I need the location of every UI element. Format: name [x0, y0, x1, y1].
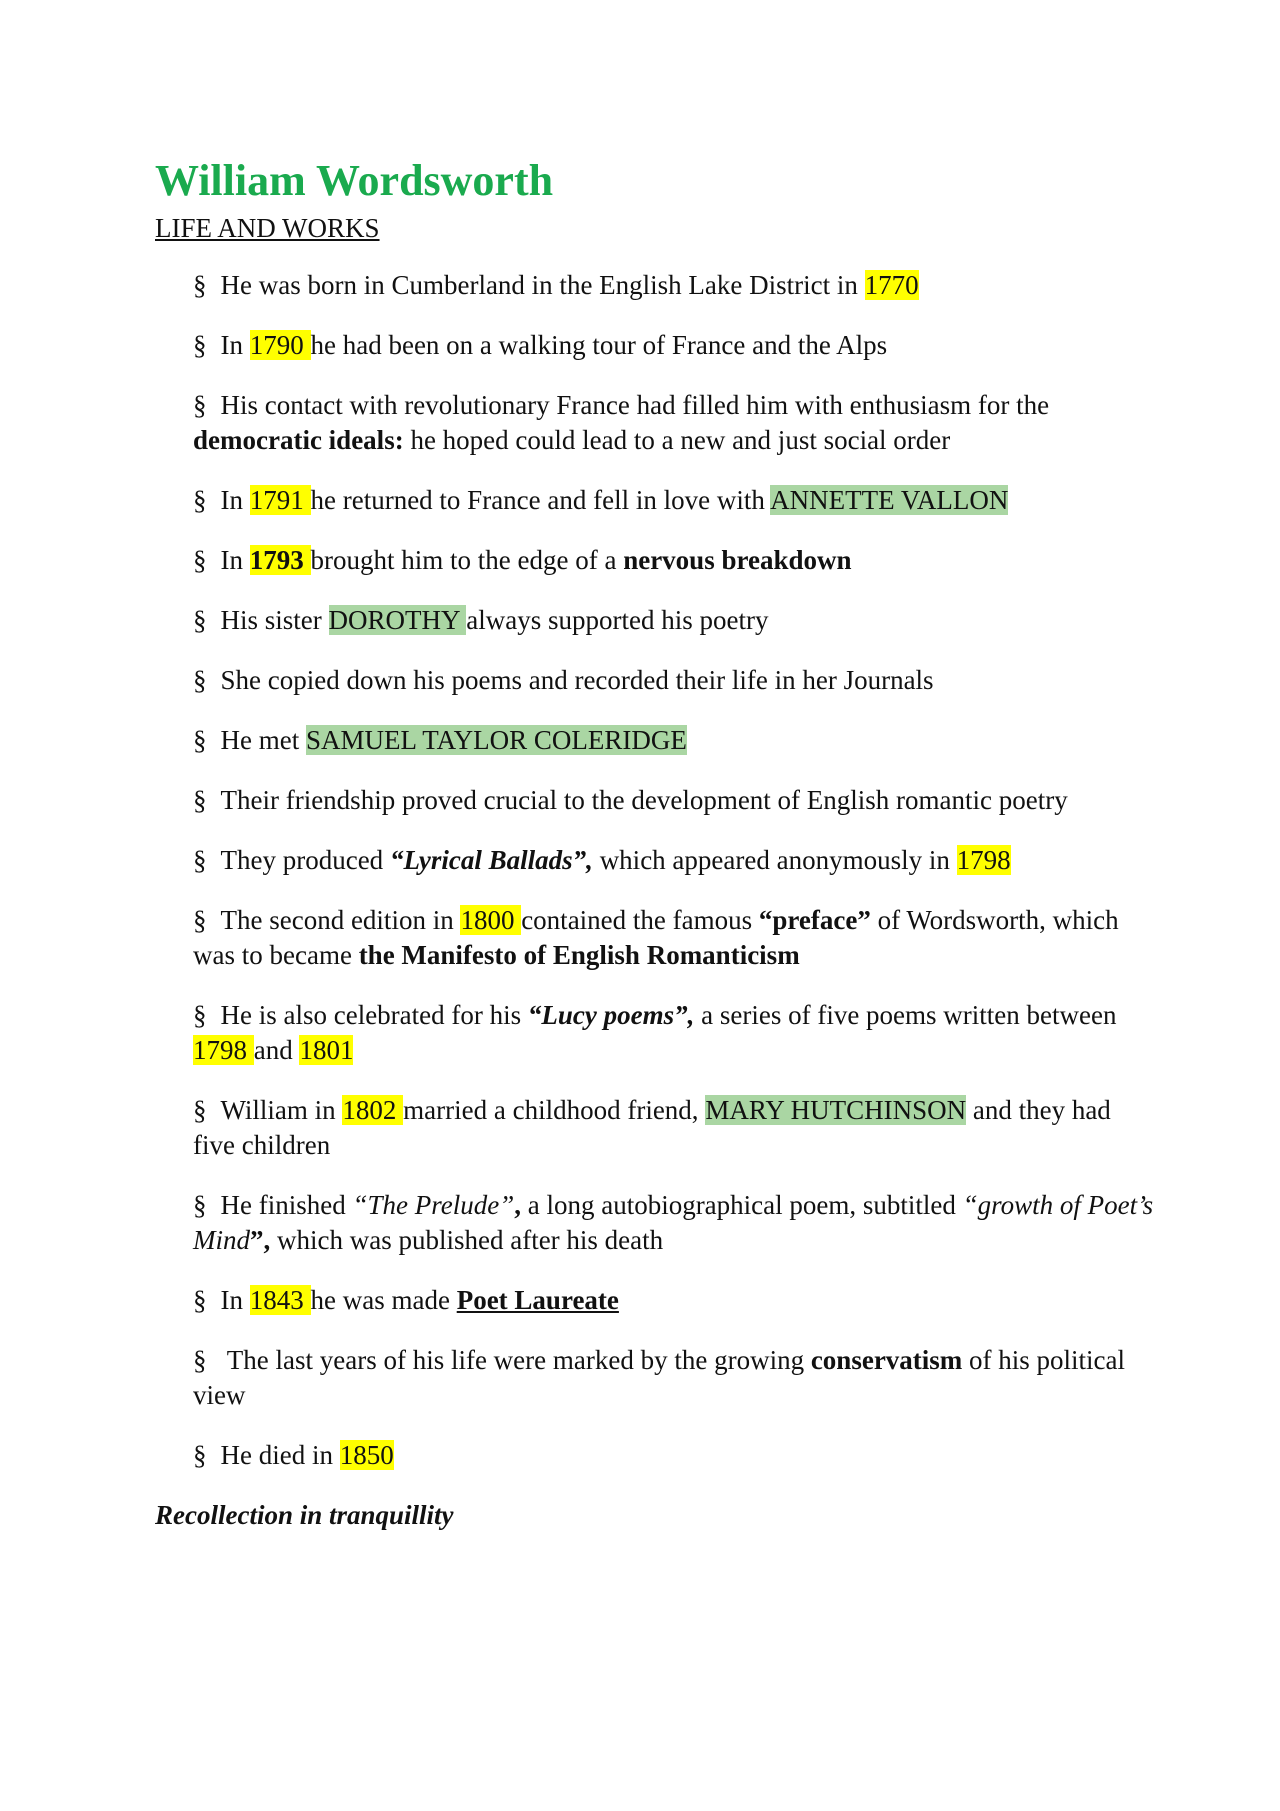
bullet-marker: §: [193, 545, 207, 575]
list-item: [193, 1438, 1155, 1473]
highlighted-text: 1800: [460, 905, 522, 935]
bullet-marker: §: [193, 905, 207, 935]
highlighted-text: 1843: [249, 1285, 311, 1315]
list-item: [193, 483, 1155, 518]
highlighted-text: 1798: [193, 1035, 254, 1065]
list-item-text: married a childhood friend,: [403, 1095, 706, 1125]
highlighted-text: 1790: [249, 330, 311, 360]
bullet-marker: §: [193, 785, 207, 815]
bullet-list: [155, 268, 1155, 1473]
list-item-text: a series of five poems written between: [694, 1000, 1117, 1030]
list-item: [193, 663, 1155, 698]
list-item-text: conservatism: [810, 1345, 963, 1375]
list-item-text: In: [220, 330, 250, 360]
list-item-text: In: [220, 485, 250, 515]
list-item-text: The second edition in: [220, 905, 461, 935]
highlighted-text: MARY HUTCHINSON: [705, 1095, 967, 1125]
list-item-text: They produced: [220, 845, 390, 875]
list-item-text: and: [253, 1035, 300, 1065]
list-item-text: “growth of Poet’s Mind: [193, 1190, 1154, 1255]
bullet-marker: §: [193, 1190, 207, 1220]
bullet-marker: §: [193, 1000, 207, 1030]
list-item-text: always supported his poetry: [466, 605, 769, 635]
highlighted-text: 1802: [342, 1095, 404, 1125]
list-item: [193, 268, 1155, 303]
bullet-marker: §: [193, 390, 207, 420]
section-subtitle: LIFE AND WORKS: [155, 213, 380, 243]
section-heading-recollection: Recollection in tranquillity: [155, 1500, 454, 1530]
list-item-text: a long autobiographical poem, subtitled: [520, 1190, 963, 1220]
highlighted-text: 1793: [249, 545, 311, 575]
highlighted-text: 1770: [864, 270, 919, 300]
bullet-marker: §: [193, 330, 207, 360]
highlighted-text: SAMUEL TAYLOR COLERIDGE: [305, 725, 687, 755]
list-item-text: which appeared anonymously in: [592, 845, 957, 875]
bullet-marker: §: [193, 1095, 207, 1125]
list-item-text: of Wordsworth, which was to became: [193, 905, 1119, 970]
list-item-text: ”,: [250, 1225, 271, 1255]
list-item-text: and they had five children: [193, 1095, 1111, 1160]
list-item-text: His sister: [220, 605, 329, 635]
list-item-text: the Manifesto of English Romanticism: [358, 940, 800, 970]
bullet-marker: §: [193, 1345, 207, 1375]
list-item-text: He is also celebrated for his: [220, 1000, 528, 1030]
bullet-marker: §: [193, 725, 207, 755]
list-item-text: contained the famous: [521, 905, 759, 935]
list-item: [193, 328, 1155, 363]
list-item-text: In: [220, 1285, 250, 1315]
page-title: William Wordsworth: [155, 156, 554, 205]
list-item-text: William in: [220, 1095, 343, 1125]
list-item: [193, 388, 1155, 458]
list-item-text: “preface”: [758, 905, 871, 935]
list-item: [193, 1093, 1155, 1163]
list-item-text: He was born in Cumberland in the English Lake District in: [220, 270, 865, 300]
list-item-text: brought him to the edge of a: [310, 545, 624, 575]
highlighted-text: 1850: [339, 1440, 394, 1470]
bullet-marker: §: [193, 1440, 207, 1470]
list-item-text: Poet Laureate: [456, 1285, 619, 1315]
highlighted-text: ANNETTE VALLON: [770, 485, 1009, 515]
document-page: [155, 152, 1155, 1533]
list-item-text: He died in: [220, 1440, 340, 1470]
list-item-text: In: [220, 545, 250, 575]
list-item-text: nervous breakdown: [623, 545, 852, 575]
list-item: [193, 998, 1155, 1068]
list-item: [193, 783, 1155, 818]
bullet-marker: §: [193, 605, 207, 635]
list-item-text: ,: [514, 1190, 521, 1220]
list-item-text: democratic ideals:: [193, 425, 404, 455]
list-item-text: The last years of his life were marked by the growing: [220, 1345, 811, 1375]
list-item: [193, 1283, 1155, 1318]
bullet-marker: §: [193, 485, 207, 515]
list-item-text: He met: [220, 725, 306, 755]
list-item-text: which was published after his death: [270, 1225, 664, 1255]
list-item: [193, 843, 1155, 878]
list-item: [193, 1188, 1155, 1258]
highlighted-text: 1798: [956, 845, 1011, 875]
list-item-text: of his political view: [193, 1345, 1126, 1410]
list-item-text: he had been on a walking tour of France and the Alps: [310, 330, 888, 360]
list-item: [193, 1343, 1155, 1413]
list-item: [193, 603, 1155, 638]
bullet-marker: §: [193, 1285, 207, 1315]
bullet-marker: §: [193, 845, 207, 875]
list-item-text: He finished: [220, 1190, 353, 1220]
list-item-text: he was made: [310, 1285, 457, 1315]
list-item-text: he hoped could lead to a new and just social order: [403, 425, 951, 455]
list-item: [193, 723, 1155, 758]
list-item-text: She copied down his poems and recorded their life in her Journals: [220, 665, 934, 695]
highlighted-text: DOROTHY: [328, 605, 467, 635]
list-item-text: Their friendship proved crucial to the development of English romantic poetry: [220, 785, 1068, 815]
bullet-marker: §: [193, 665, 207, 695]
list-item-text: “Lyrical Ballads”,: [389, 845, 593, 875]
bullet-marker: §: [193, 270, 207, 300]
list-item-text: he returned to France and fell in love with: [310, 485, 771, 515]
highlighted-text: 1801: [299, 1035, 354, 1065]
list-item-text: “Lucy poems”,: [527, 1000, 695, 1030]
list-item: [193, 903, 1155, 973]
list-item-text: “The Prelude”: [352, 1190, 515, 1220]
list-item-text: His contact with revolutionary France had filled him with enthusiasm for the: [220, 390, 1050, 420]
highlighted-text: 1791: [249, 485, 311, 515]
list-item: [193, 543, 1155, 578]
